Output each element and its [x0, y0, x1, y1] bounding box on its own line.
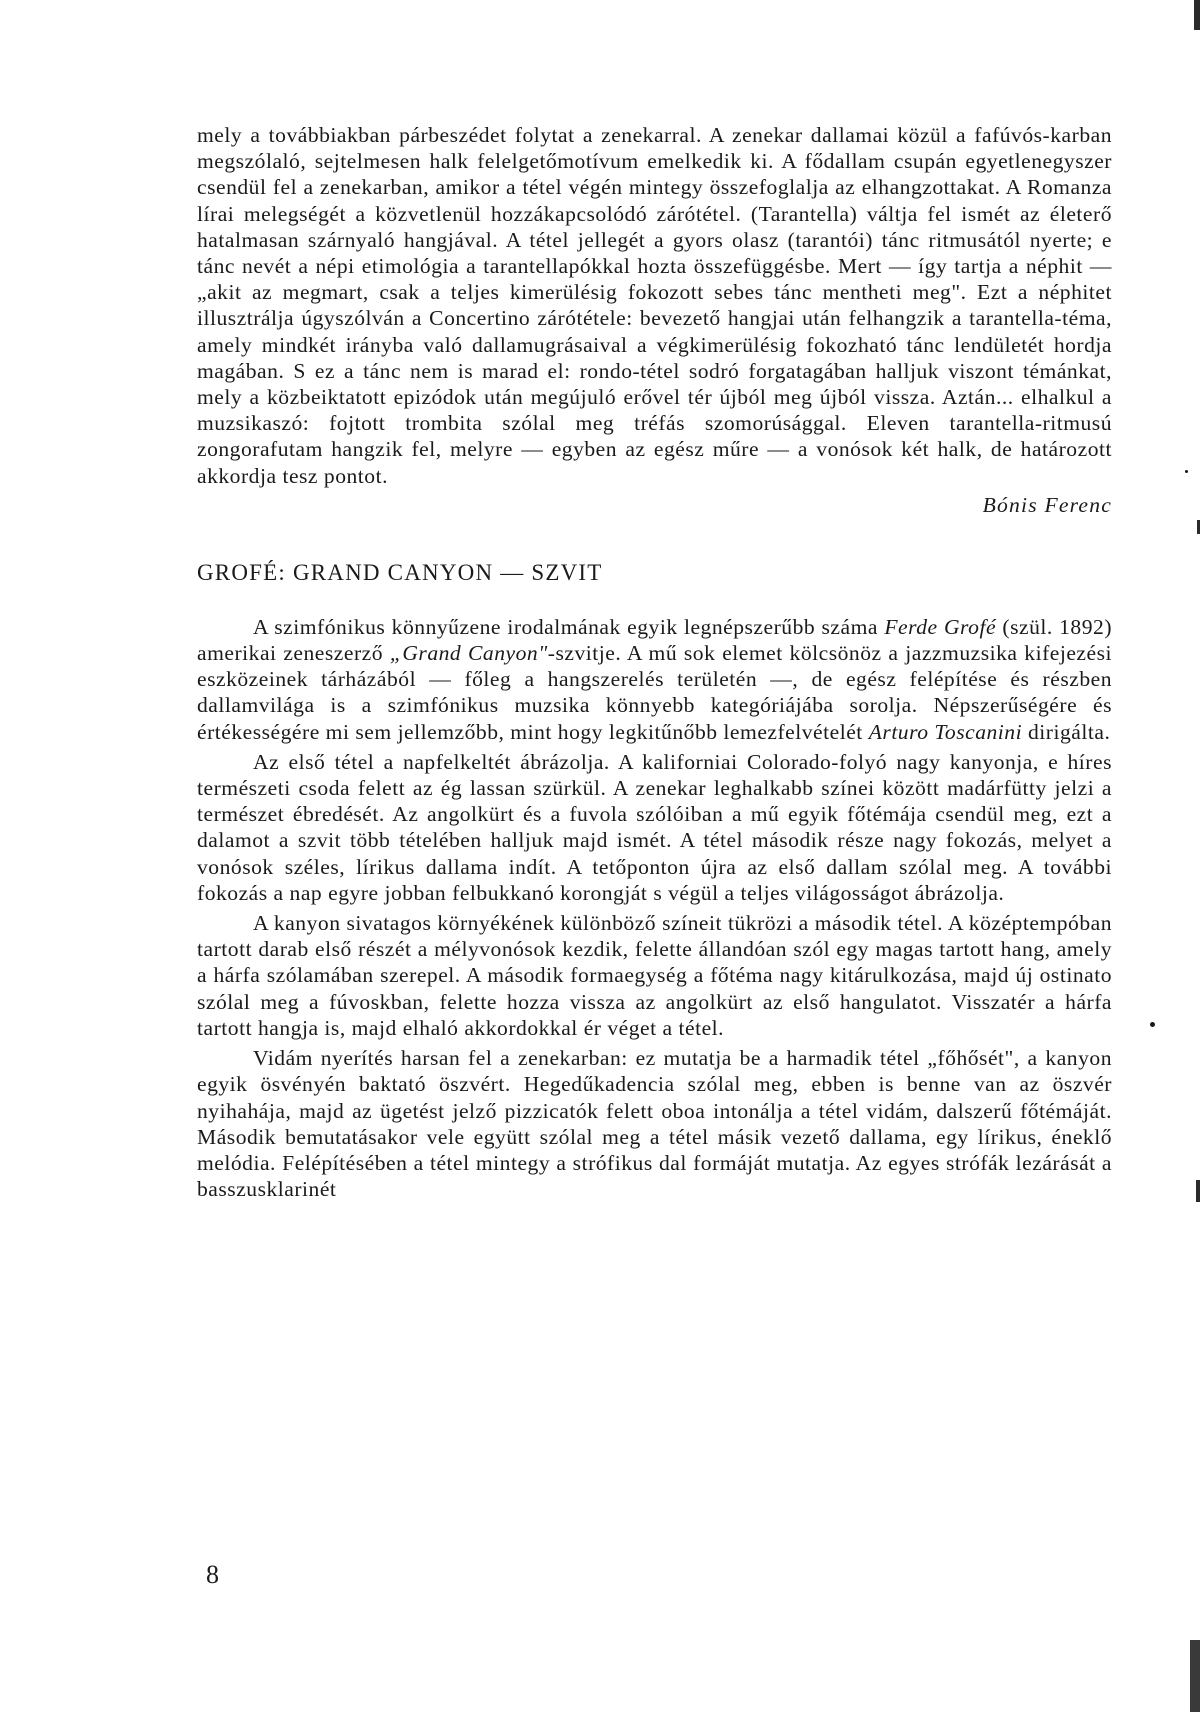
scan-speck: [1150, 1022, 1155, 1027]
conductor-name: Arturo Toscanini: [868, 719, 1023, 744]
paragraph-text: -szvitje. A mű sok elemet kölcsönöz a jazzmuzsika kifejezési eszközeinek tárházából — főleg a hangszerelés területén —, de egész felépítése és részben dallamvilága is a szimfónikus muzsika könnyebb kategóriájába sorolja. Népszerűségére és értékességére mi sem jellemzőbb, mint hogy legkitűnőbb lemezfelvételét: [197, 641, 1112, 744]
article2-heading: GROFÉ: GRAND CANYON — SZVIT: [197, 559, 603, 585]
page-number: 8: [206, 1560, 219, 1589]
article1-author: Bónis Ferenc: [982, 492, 1112, 517]
text-column: [197, 122, 1112, 1202]
paragraph-text: (szül. 1892) amerikai zeneszerző: [197, 614, 1113, 666]
scan-edge-mark: [1190, 1640, 1200, 1712]
article2-paragraph-4: Vidám nyerítés harsan fel a zenekarban: ez mutatja be a harmadik tétel „főhősét", a kanyon egyik ösvényén baktató öszvért. Hegedűkadencia szólal meg, ebben is benne van az öszvér nyihahája, majd az ügetést jelző pizzicatók felett oboa intonálja a tétel vidám, dalszerű főtémáját. Második bemutatásakor vele együtt szólal meg a tétel másik vezető dallama, egy lírikus, éneklő melódia. Felépítésében a tétel mintegy a strófikus dal formáját mutatja. Az egyes strófák lezárását a basszusklarinét: [197, 1046, 1112, 1202]
paragraph-text: dirigálta.: [1022, 719, 1111, 744]
paragraph-text: A szimfónikus könnyűzene irodalmának egyik legnépszerűbb száma: [253, 614, 885, 639]
composer-name: Ferde Grofé: [884, 614, 997, 639]
scan-edge-mark: [1194, 0, 1200, 30]
scan-speck: [1185, 470, 1188, 473]
article2-paragraph-2: Az első tétel a napfelkeltét ábrázolja. A kaliforniai Colorado-folyó nagy kanyonja, e híres természeti csoda felett az ég lassan szürkül. A zenekar leghalkabb színei között madárfütty jelzi a természet ébredését. Az angolkürt és a fuvola szólóiban a mű egyik főtémája csendül meg, ezt a dalamot a szvit több tételében halljuk majd ismét. A tétel második része nagy fokozás, melyet a vonósok széles, lírikus dallama indít. A tetőponton újra az első dallam szólal meg. A további fokozás a nap egyre jobban felbukkanó korongját s végül a teljes világosságot ábrázolja.: [197, 749, 1112, 905]
article2-paragraph-1: [197, 614, 1112, 745]
scan-edge-mark: [1196, 1180, 1200, 1202]
work-title: „Grand Canyon": [389, 641, 548, 666]
article1-body: mely a továbbiakban párbeszédet folytat a zenekarral. A zenekar dallamai közül a fafúvós-karban megszólaló, sejtelmesen halk felelgetőmotívum emelkedik ki. A fődallam csupán egyetlenegyszer csendül fel a zenekarban, amikor a tétel végén mintegy összefoglalja az elhangzottakat. A Romanza lírai melegségét a közvetlenül hozzákapcsolódó zárótétel. (Tarantella) váltja fel ismét az életerő hatalmasan szárnyaló hangjával. A tétel jellegét a gyors olasz (tarantói) tánc ritmusától nyerte; e tánc nevét a népi etimológia a tarantellapókkal hozta összefüggésbe. Mert — így tartja a néphit — „akit az megmart, csak a teljes kimerülésig fokozott sebes tánc mentheti meg". Ezt a néphitet illusztrálja úgyszólván a Concertino zárótétele: bevezető hangjai után felhangzik a tarantella-téma, amely mindkét irányba való dallamugrásaival a végkimerülésig fokozható tánc lendületét hordja magában. S ez a tánc nem is marad el: rondo-tétel sodró forgatagában halljuk viszont témánkat, mely a közbeiktatott epizódok után megújuló erővel tér újból meg újból vissza. Aztán... elhalkul a muzsikaszó: fojtott trombita szólal meg tréfás szomorúsággal. Eleven tarantella-ritmusú zongorafutam hangzik fel, melyre — egyben az egész műre — a vonósok két halk, de határozott akkordja tesz pontot.: [197, 123, 1112, 488]
article2-paragraph-3: A kanyon sivatagos környékének különböző színeit tükrözi a második tétel. A középtempóban tartott darab első részét a mélyvonósok kezdik, felette állandóan szól egy magas tartott hang, amely a hárfa szólamában szerepel. A második formaegység a főtéma nagy kitárulkozása, majd új ostinato szólal meg a fúvoskban, felette hozza vissza az angolkürt az első hangulatot. Visszatér a hárfa tartott hangja is, majd elhaló akkordokkal ér véget a tétel.: [197, 911, 1112, 1040]
